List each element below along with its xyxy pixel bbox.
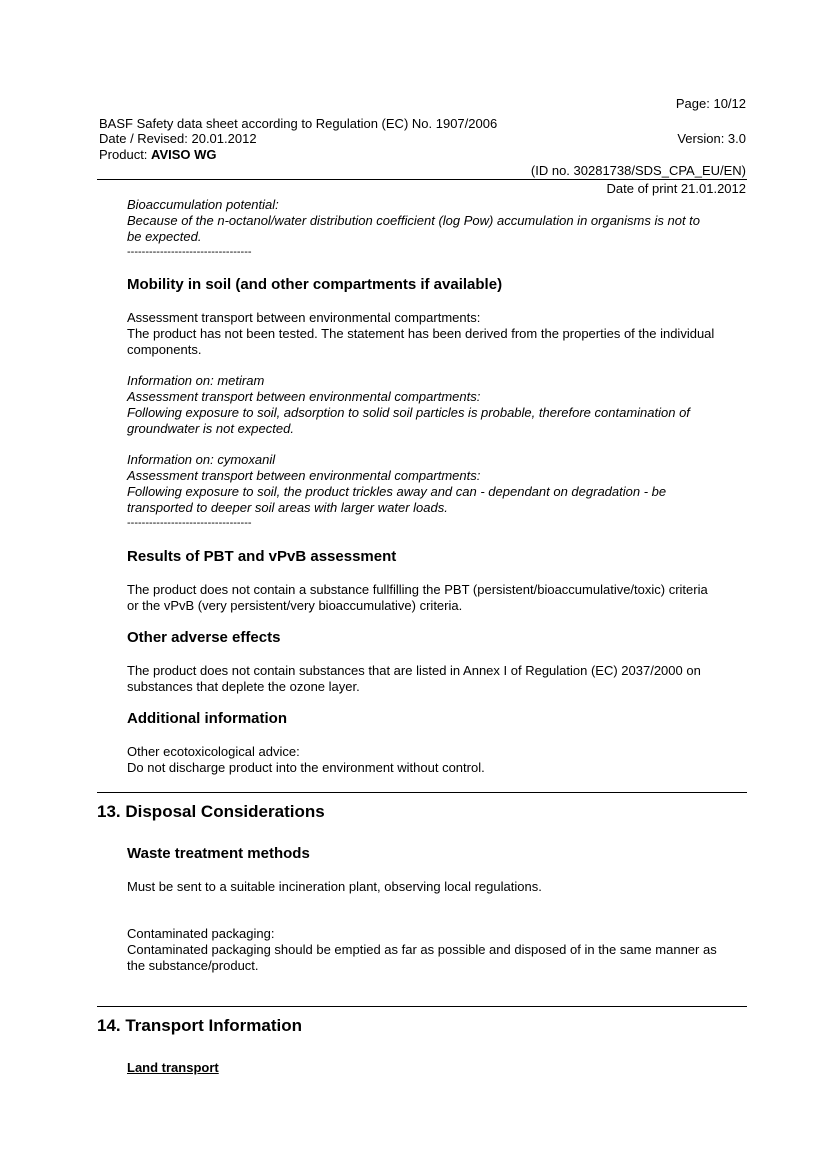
header-version: Version: 3.0 bbox=[677, 131, 746, 146]
mobility-p3-l1: Information on: cymoxanil bbox=[127, 452, 276, 467]
header-date-revised: Date / Revised: 20.01.2012 bbox=[99, 131, 257, 146]
mobility-p2-l3: Following exposure to soil, adsorption to solid soil particles is probable, therefore contamination of bbox=[127, 405, 690, 420]
section-14-divider bbox=[97, 1006, 747, 1007]
adverse-heading: Other adverse effects bbox=[127, 629, 281, 646]
section-13-l1: Must be sent to a suitable incineration plant, observing local regulations. bbox=[127, 879, 542, 894]
header-id: (ID no. 30281738/SDS_CPA_EU/EN) bbox=[530, 163, 746, 178]
bioaccumulation-text-1: Because of the n-octanol/water distribution coefficient (log Pow) accumulation in organisms is not to bbox=[127, 213, 701, 228]
section-13-heading: 13. Disposal Considerations bbox=[97, 802, 325, 821]
bioaccumulation-text-2: be expected. bbox=[127, 229, 202, 244]
print-date: Date of print 21.01.2012 bbox=[606, 181, 746, 196]
mobility-p2-l1: Information on: metiram bbox=[127, 373, 265, 388]
mobility-p1-l3: components. bbox=[127, 342, 202, 357]
separator: ---------------------------------- bbox=[127, 246, 252, 258]
section-13-l4: the substance/product. bbox=[127, 958, 259, 973]
mobility-p1-l1: Assessment transport between environmental compartments: bbox=[127, 310, 481, 325]
section-13-divider bbox=[97, 792, 747, 793]
waste-treatment-heading: Waste treatment methods bbox=[127, 845, 310, 862]
section-13-l2: Contaminated packaging: bbox=[127, 926, 275, 941]
product-name: AVISO WG bbox=[151, 147, 217, 162]
pbt-l1: The product does not contain a substance fullfilling the PBT (persistent/bioaccumulative/toxic) criteria bbox=[127, 582, 708, 597]
pbt-heading: Results of PBT and vPvB assessment bbox=[127, 548, 397, 565]
adverse-l2: substances that deplete the ozone layer. bbox=[127, 679, 360, 694]
mobility-p2-l2: Assessment transport between environmental compartments: bbox=[127, 389, 481, 404]
additional-l2: Do not discharge product into the environment without control. bbox=[127, 760, 485, 775]
mobility-p3-l2: Assessment transport between environmental compartments: bbox=[127, 468, 481, 483]
mobility-heading: Mobility in soil (and other compartments if available) bbox=[127, 276, 503, 293]
product-label: Product: bbox=[99, 147, 152, 162]
section-14-heading: 14. Transport Information bbox=[97, 1016, 302, 1035]
header-divider bbox=[97, 179, 747, 180]
pbt-l2: or the vPvB (very persistent/very bioaccumulative) criteria. bbox=[127, 598, 463, 613]
header-product bbox=[99, 147, 217, 162]
adverse-l1: The product does not contain substances that are listed in Annex I of Regulation (EC) 2037/2000 on bbox=[127, 663, 701, 678]
mobility-p3-l3: Following exposure to soil, the product trickles away and can - dependant on degradation - be bbox=[127, 484, 667, 499]
bioaccumulation-title: Bioaccumulation potential: bbox=[127, 197, 279, 212]
land-transport-heading: Land transport bbox=[127, 1060, 219, 1075]
header-regulation: BASF Safety data sheet according to Regulation (EC) No. 1907/2006 bbox=[99, 116, 498, 131]
mobility-p1-l2: The product has not been tested. The statement has been derived from the properties of the individual bbox=[127, 326, 715, 341]
mobility-p3-l4: transported to deeper soil areas with larger water loads. bbox=[127, 500, 448, 515]
additional-heading: Additional information bbox=[127, 710, 287, 727]
separator: ---------------------------------- bbox=[127, 517, 252, 529]
additional-l1: Other ecotoxicological advice: bbox=[127, 744, 300, 759]
mobility-p2-l4: groundwater is not expected. bbox=[127, 421, 294, 436]
page-number: Page: 10/12 bbox=[675, 96, 746, 111]
section-13-l3: Contaminated packaging should be emptied as far as possible and disposed of in the same manner as bbox=[127, 942, 717, 957]
